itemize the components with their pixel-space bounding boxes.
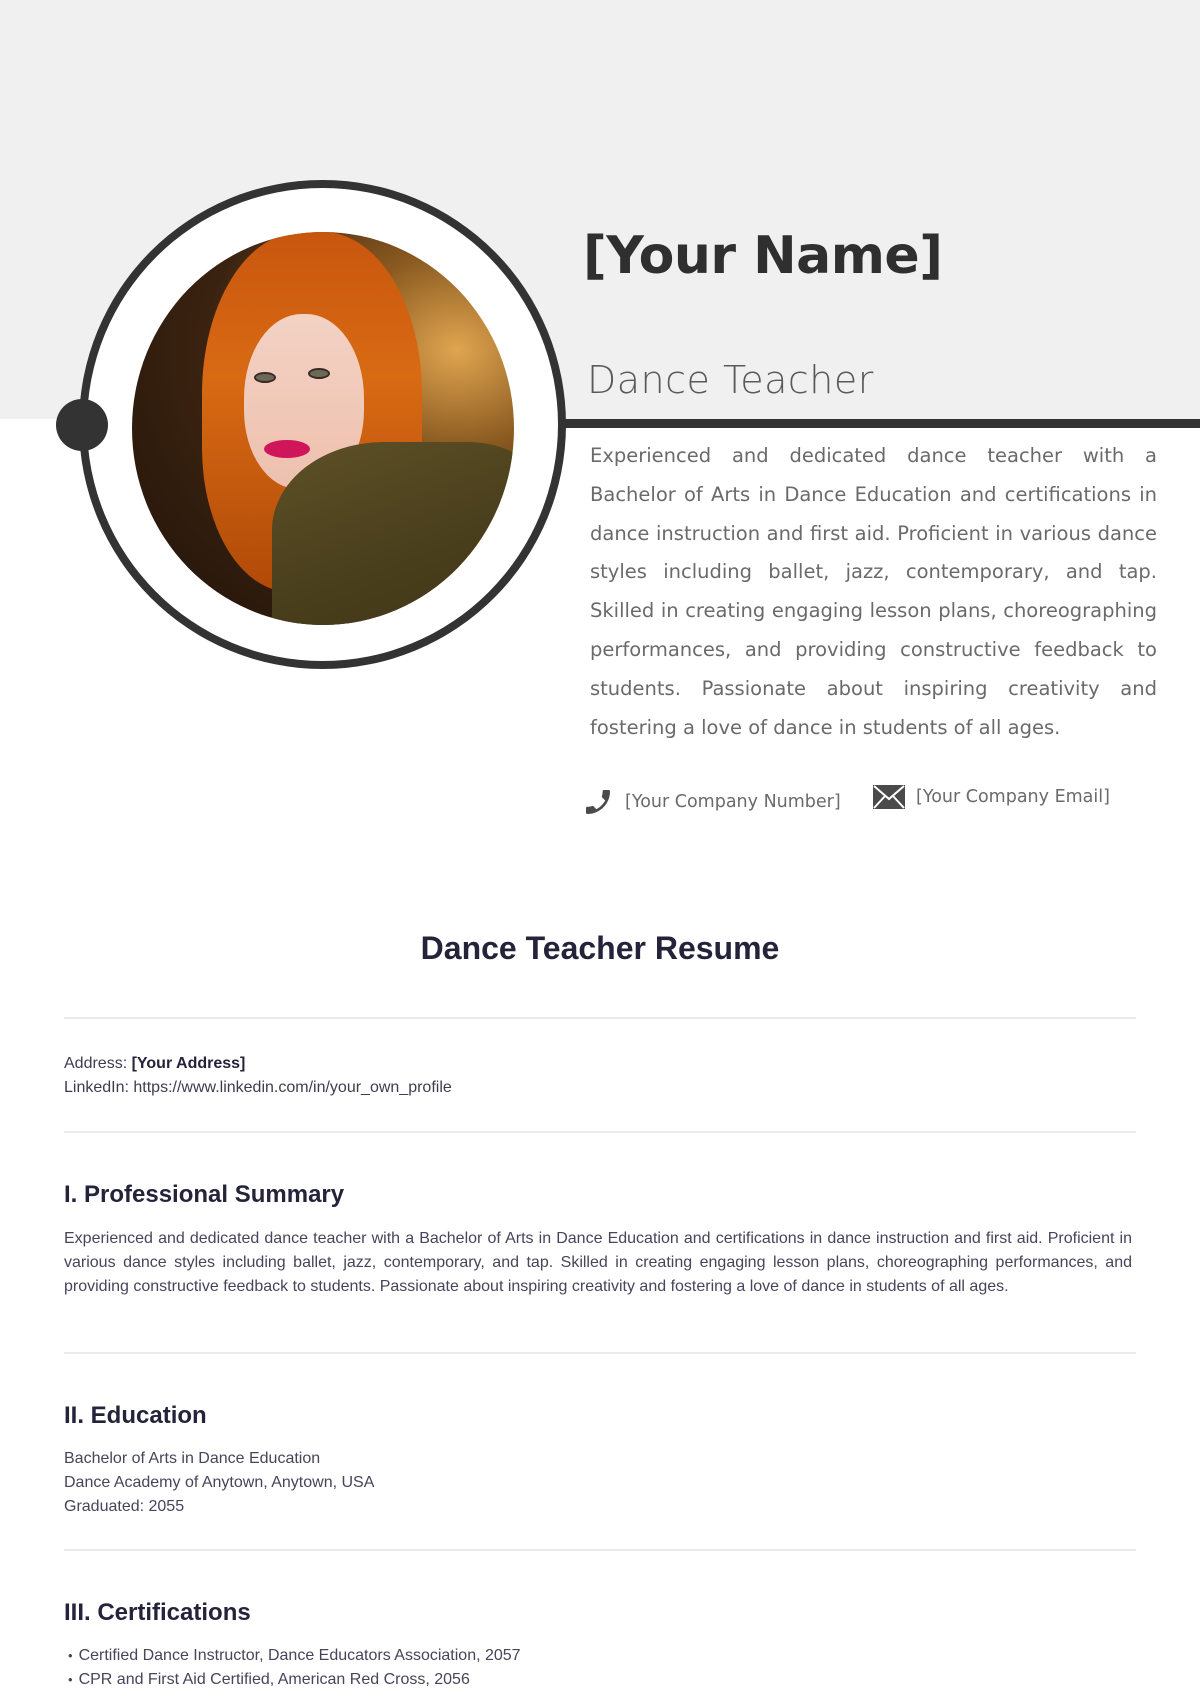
divider <box>64 1549 1136 1551</box>
linkedin-label: LinkedIn: <box>64 1079 129 1096</box>
linkedin-line <box>64 1079 452 1097</box>
intro-paragraph: Experienced and dedicated dance teacher with a Bachelor of Arts in Dance Education and certifications in dance instruction and first aid. Proficient in various dance styles including ballet, jazz, contemporary, and tap. Skilled in creating engaging lesson plans, choreographing performances, and providing constructive feedback to students. Passionate about inspiring creativity and fostering a love of dance in students of all ages. <box>590 444 1157 739</box>
education-details <box>64 1447 374 1519</box>
photo-eye <box>308 368 330 379</box>
candidate-name: [Your Name] <box>583 226 943 286</box>
envelope-icon <box>873 784 905 810</box>
contact-phone <box>582 786 841 818</box>
photo-eye <box>254 372 276 383</box>
address-value: [Your Address] <box>131 1055 246 1072</box>
document-title: Dance Teacher Resume <box>420 930 780 966</box>
certifications-list <box>68 1644 521 1692</box>
certification-item: • CPR and First Aid Certified, American Red Cross, 2056 <box>68 1668 521 1692</box>
section-title-education: II. Education <box>64 1402 207 1429</box>
header-divider-bar <box>560 419 1200 428</box>
contact-email <box>873 784 1110 810</box>
education-school: Dance Academy of Anytown, Anytown, USA <box>64 1474 375 1491</box>
section-title-summary: I. Professional Summary <box>64 1181 345 1208</box>
education-degree: Bachelor of Arts in Dance Education <box>64 1450 321 1467</box>
education-graduated: Graduated: 2055 <box>64 1498 185 1515</box>
contact-phone-text: [Your Company Number] <box>625 792 841 812</box>
ring-dot-decoration <box>56 399 108 451</box>
address-line <box>64 1055 245 1073</box>
section-title-certifications: III. Certifications <box>64 1599 251 1626</box>
photo-jacket <box>272 442 514 625</box>
divider <box>64 1352 1136 1354</box>
linkedin-link[interactable]: https://www.linkedin.com/in/your_own_profile <box>133 1079 452 1096</box>
divider <box>64 1131 1136 1133</box>
job-title: Dance Teacher <box>587 358 874 402</box>
address-label: Address: <box>64 1055 128 1072</box>
certification-item: • Certified Dance Instructor, Dance Educators Association, 2057 <box>68 1644 521 1668</box>
photo-lips <box>264 440 310 458</box>
divider <box>64 1017 1136 1019</box>
contact-email-text: [Your Company Email] <box>916 787 1110 807</box>
summary-paragraph: Experienced and dedicated dance teacher with a Bachelor of Arts in Dance Education and certifications in dance instruction and first aid. Proficient in various dance styles including ballet, jazz, contemporary, and tap. Skilled in creating engaging lesson plans, choreographing performances, and providing constructive feedback to students. Passionate about inspiring creativity and fostering a love of dance in students of all ages. <box>64 1230 1132 1295</box>
profile-photo <box>132 232 514 625</box>
phone-icon <box>582 786 614 818</box>
